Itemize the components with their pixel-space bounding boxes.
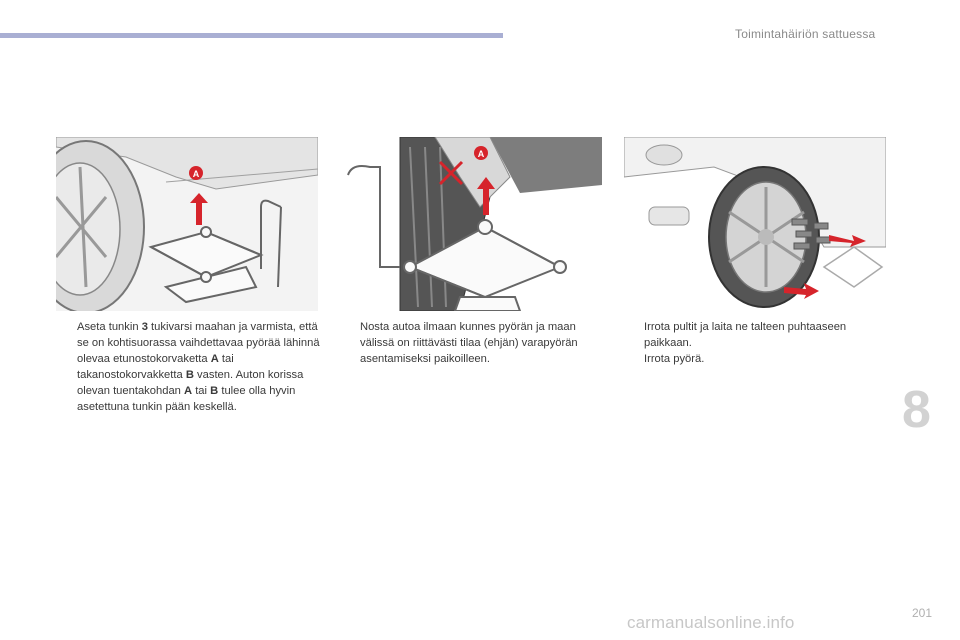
section-title: Toimintahäiriön sattuessa <box>735 27 876 41</box>
page-number: 201 <box>912 606 933 620</box>
label-a: A <box>477 149 485 159</box>
figure-lift-car <box>340 137 602 311</box>
step-3-item-2: Irrota pyörä. <box>644 353 705 365</box>
step-1-text <box>60 319 330 415</box>
label-a: A <box>192 169 200 179</box>
watermark-text: carmanualsonline.info <box>627 613 795 632</box>
header-bar <box>0 33 503 38</box>
step-3-item-1: Irrota pultit ja laita ne talteen puhtaaseen paikkaan. <box>644 321 847 349</box>
step-3-text <box>627 319 897 367</box>
remove-bolts-illustration <box>624 137 886 311</box>
label-a-badge <box>189 166 203 180</box>
chapter-number: 8 <box>902 381 931 439</box>
figure-remove-bolts <box>624 137 886 311</box>
label-a-badge <box>474 146 488 160</box>
step-1-paragraph: Aseta tunkin 3 tukivarsi maahan ja varmista, että se on kohtisuorassa vaihdettavaa pyörää lähinnä olevaa etunostokorvaketta A tai takanostokorvakketta B vasten. Auton korissa olevan tuentakohdan A tai B tulee olla hyvin asetettuna tunkin pään keskellä. <box>77 321 320 413</box>
jack-placement-illustration <box>56 137 318 311</box>
step-2-text <box>343 319 608 367</box>
figure-jack-placement <box>56 137 318 311</box>
step-2-paragraph: Nosta autoa ilmaan kunnes pyörän ja maan välissä on riittävästi tilaa (ehjän) varapyörän asentamiseksi paikoilleen. <box>360 321 578 365</box>
lift-car-illustration <box>340 137 602 311</box>
